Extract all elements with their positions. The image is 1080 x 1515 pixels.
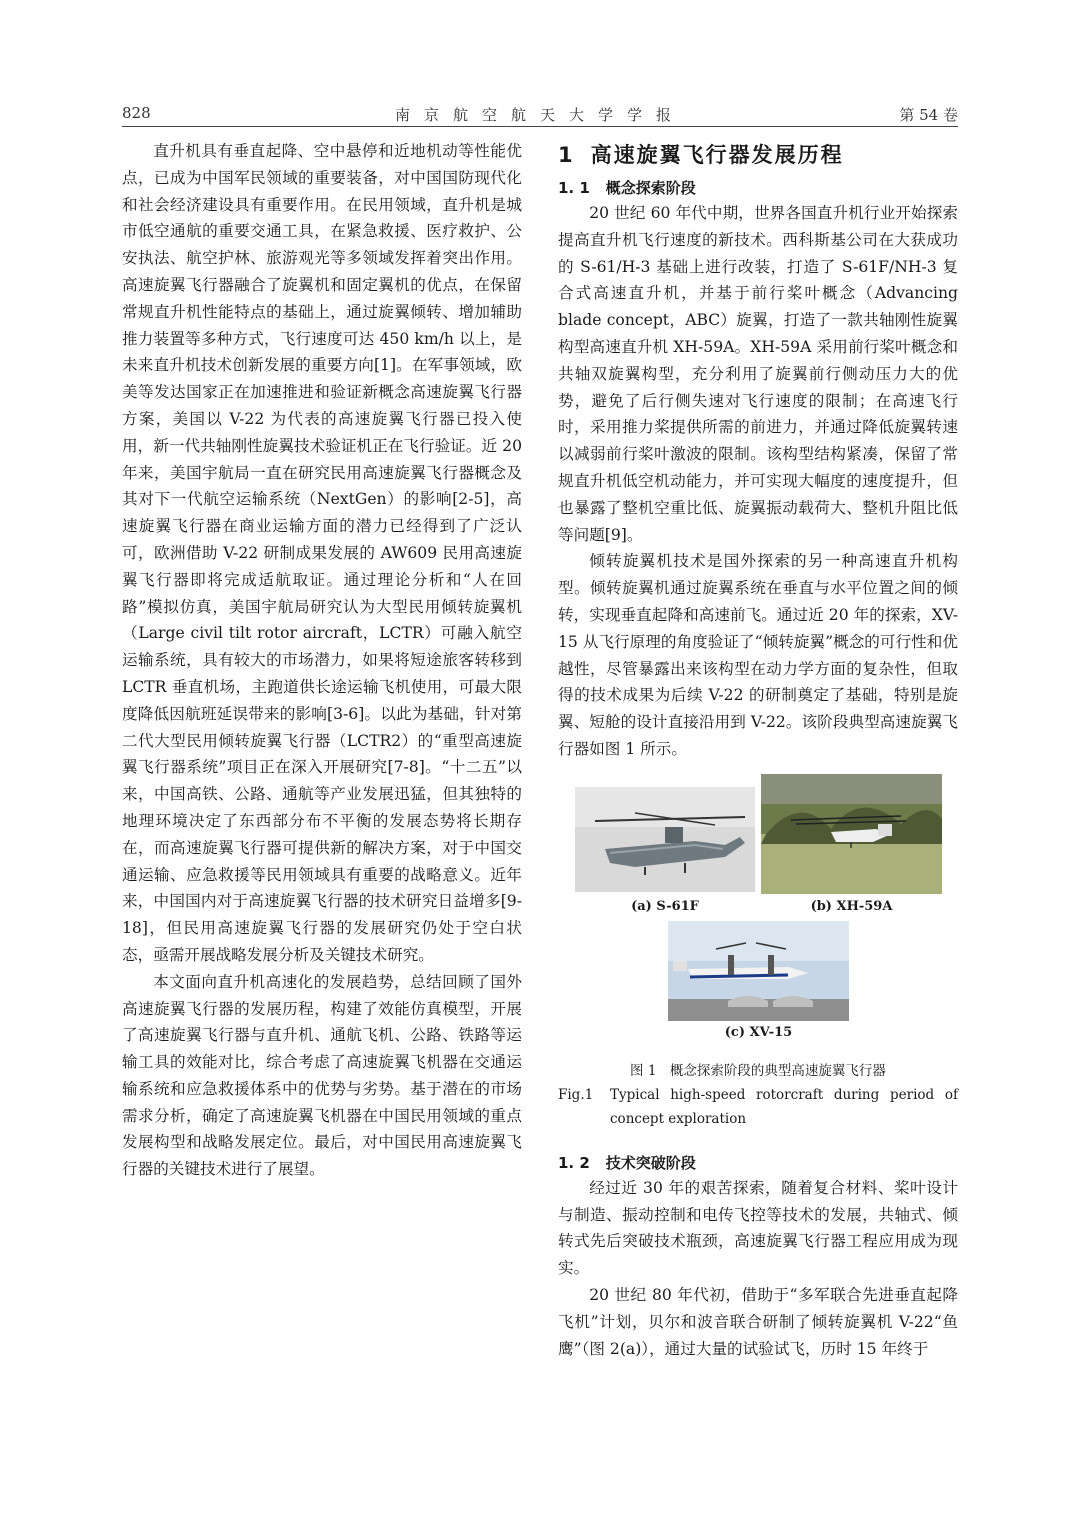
section-heading-1 [558,138,958,176]
figure-caption-en-text: Typical high-speed rotorcraft during period of concept exploration [610,1086,958,1127]
section-paragraph-abc: 20 世纪 60 年代中期，世界各国直升机行业开始探索提高直升机飞行速度的新技术。西科斯基公司在大获成功的 S-61/H-3 基础上进行改装，打造了 S-61F/NH-3 复合式高速直升机，并基于前行桨叶概念（Advancing blade concept，ABC）旋翼，打造了一款共轴刚性旋翼构型高速直升机 XH-59A。XH-59A 采用前行桨叶概念和共轴双旋翼构型，充分利用了旋翼前行侧动压力大的优势，避免了后行侧失速对飞行速度的限制；在高速飞行时，采用推力桨提供所需的前进力，并通过降低旋翼转速以减弱前行桨叶激波的限制。该构型结构紧凑，保留了常规直升机低空机动能力，并可实现大幅度的速度提升，但也暴露了整机空重比低、旋翼振动载荷大、整机升阻比低等问题[9]。 [558,204,958,544]
section-paragraph-v22: 20 世纪 80 年代初，借助于“多军联合先进垂直起降飞机”计划，贝尔和波音联合研制了倾转旋翼机 V-22“鱼鹰”（图 2(a)），通过大量的试验试飞，历时 15 年终于 [558,1285,958,1358]
figure-1 [558,769,958,1059]
subsection-heading-1-2 [558,1151,958,1175]
subfigure-label-c: (c) XV-15 [724,1024,793,1040]
section-title: 高速旋翼飞行器发展历程 [590,143,844,167]
page-header [122,98,958,126]
right-column [558,138,958,1362]
volume-label: 第 54 卷 [899,106,958,124]
left-column [122,138,522,1183]
subsection-heading-1-1 [558,176,958,200]
photo-s61f [575,787,755,892]
subsection-title: 概念探索阶段 [605,179,696,197]
subsection-number: 1. 2 [558,1153,590,1172]
intro-paragraph-1: 直升机具有垂直起降、空中悬停和近地机动等性能优点，已成为中国军民领域的重要装备，对中国国防现代化和社会经济建设具有重要作用。在民用领域，直升机是城市低空通航的重要交通工具，在紧急救援、医疗救护、公安执法、航空护林、旅游观光等多领域发挥着突出作用。高速旋翼飞行器融合了旋翼机和固定翼机的优点，在保留常规直升机性能特点的基础上，通过旋翼倾转、增加辅助推力装置等多种方式，飞行速度可达 450 km/h 以上，是未来直升机技术创新发展的重要方向[1]。在军事领域，欧美等发达国家正在加速推进和验证新概念高速旋翼飞行器方案，美国以 V-22 为代表的高速旋翼飞行器已投入使用，新一代共轴刚性旋翼技术验证机正在飞行验证。近 20 年来，美国宇航局一直在研究民用高速旋翼飞行器概念及其对下一代航空运输系统（NextGen）的影响[2-5]，高速旋翼飞行器在商业运输方面的潜力已经得到了广泛认可，欧洲借助 V-22 研制成果发展的 AW609 民用高速旋翼飞行器即将完成适航取证。通过理论分析和“人在回路”模拟仿真，美国宇航局研究认为大型民用倾转旋翼机（Large civil tilt rotor aircraft，LCTR）可融入航空运输系统，具有较大的市场潜力，如果将短途旅客转移到 LCTR 垂直机场，主跑道供长途运输飞机使用，可最大限度降低因航班延误带来的影响[3-6]。以此为基础，针对第二代大型民用倾转旋翼飞行器（LCTR2）的“重型高速旋翼飞行器系统”项目正在深入开展研究[7-8]。“十二五”以来，中国高铁、公路、通航等产业发展迅猛，但其独特的地理环境决定了东西部分布不平衡的发展态势将长期存在，而高速旋翼飞行器可提供新的解决方案，对于中国交通运输、应急救援等民用领域具有重要的战略意义。近年来，中国国内对于高速旋翼飞行器的技术研究日益增多[9-18]，但民用高速旋翼飞行器的发展研究仍处于空白状态，亟需开展战略发展分析及关键技术研究。 [122,142,522,964]
journal-title: 南京航空航天大学学报 [394,106,685,124]
photo-xh59a [761,774,942,894]
figure-1-captions [558,1059,958,1137]
section-paragraph-breakthrough: 经过近 30 年的艰苦探索，随着复合材料、桨叶设计与制造、振动控制和电传飞控等技术的发展，共轴式、倾转式先后突破技术瓶颈，高速旋翼飞行器工程应用成为现实。 [558,1178,958,1278]
section-paragraph-tiltrotor: 倾转旋翼机技术是国外探索的另一种高速直升机构型。倾转旋翼机通过旋翼系统在垂直与水平位置之间的倾转，实现垂直起降和高速前飞。通过近 20 年的探索，XV-15 从飞行原理的角度验证了“倾转旋翼”概念的可行性和优越性，尽管暴露出来该构型在动力学方面的复杂性，但取得的技术成果为后续 V-22 的研制奠定了基础，特别是旋翼、短舱的设计直接沿用到 V-22。该阶段典型高速旋翼飞行器如图 1 所示。 [558,552,958,758]
figure-caption-en [558,1083,958,1131]
page-number: 828 [122,104,151,122]
subsection-number: 1. 1 [558,179,590,197]
subsection-title: 技术突破阶段 [605,1153,696,1172]
section-number: 1 [558,143,573,167]
figure-caption-en-label: Fig.1 [558,1086,594,1103]
figure-caption-cn: 图 1 概念探索阶段的典型高速旋翼飞行器 [630,1062,886,1079]
intro-paragraph-2: 本文面向直升机高速化的发展趋势，总结回顾了国外高速旋翼飞行器的发展历程，构建了效能仿真模型，开展了高速旋翼飞行器与直升机、通航飞机、公路、铁路等运输工具的效能对比，综合考虑了高速旋翼飞机器在交通运输系统和应急救援体系中的优势与劣势。基于潜在的市场需求分析，确定了高速旋翼飞机器在中国民用领域的重点发展构型和战略发展定位。最后，对中国民用高速旋翼飞行器的关键技术进行了展望。 [122,972,522,1179]
subfigure-label-b: (b) XH-59A [810,898,893,914]
header-rule [122,126,958,127]
subfigure-label-a: (a) S-61F [631,898,699,914]
photo-xv15 [668,921,849,1021]
